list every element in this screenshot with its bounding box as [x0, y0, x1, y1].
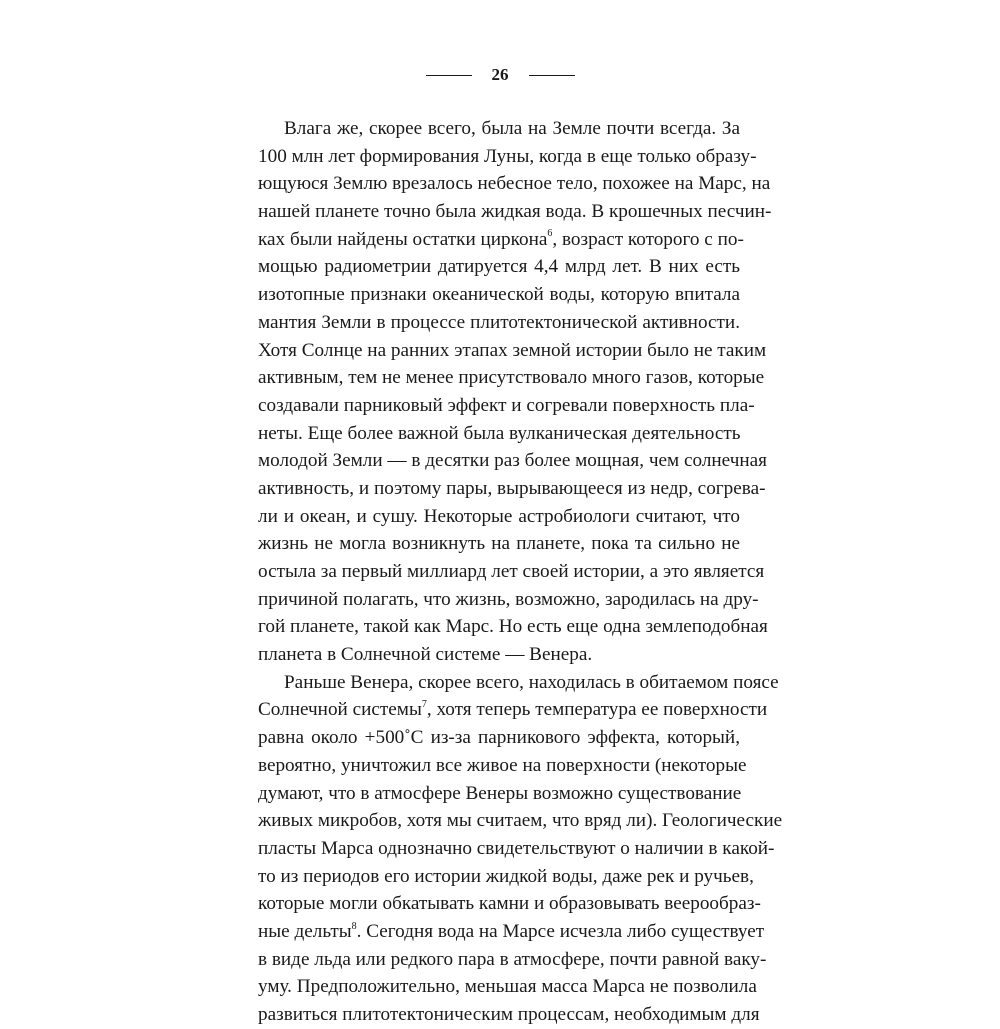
- text-line: Раньше Венера, скорее всего, находилась в обитаемом поясе: [284, 671, 779, 693]
- text-line: молодой Земли — в десятки раз более мощная, чем солнечная: [258, 450, 767, 472]
- text-line: мощью радиометрии датируется 4,4 млрд лет. В них есть: [258, 256, 740, 278]
- text-line: мантия Земли в процессе плитотектонической активности.: [258, 311, 740, 333]
- text-line: равна около +500˚С из-за парникового эффекта, который,: [258, 727, 740, 749]
- text-line: развиться плитотектоническим процессам, необходимым для: [258, 1004, 760, 1025]
- text-line: то из периодов его истории жидкой воды, даже рек и ручьев,: [258, 865, 754, 887]
- text-fragment: Солнечной системы: [258, 699, 422, 721]
- header-rule-left: [426, 75, 472, 76]
- text-line: которые могли обкатывать камни и образовывать веерообраз-: [258, 893, 761, 915]
- text-line: причиной полагать, что жизнь, возможно, зародилась на дру-: [258, 588, 759, 610]
- text-line: активным, тем не менее присутствовало много газов, которые: [258, 367, 765, 389]
- text-line: активность, и поэтому пары, вырывающееся из недр, согрева-: [258, 477, 766, 499]
- text-fragment: , хотя теперь температура ее поверхности: [426, 699, 768, 721]
- header-rule-right: [529, 75, 575, 76]
- page-header: [0, 62, 1000, 88]
- footnote-marker: 7: [421, 699, 427, 711]
- text-line: думают, что в атмосфере Венеры возможно существование: [258, 782, 742, 804]
- text-line: изотопные признаки океанической воды, которую впитала: [258, 284, 740, 306]
- footnote-marker: 6: [547, 228, 553, 240]
- text-line: [258, 226, 744, 254]
- text-fragment: . Сегодня вода на Марсе исчезла либо существует: [356, 920, 765, 942]
- text-line: создавали парниковый эффект и согревали поверхность пла-: [258, 394, 755, 416]
- text-line: живых микробов, хотя мы считаем, что вряд ли). Геологические: [258, 810, 783, 832]
- text-line: вероятно, уничтожил все живое на поверхности (некоторые: [258, 754, 747, 776]
- text-line: уму. Предположительно, меньшая масса Марса не позволила: [258, 976, 757, 998]
- text-line: остыла за первый миллиард лет своей истории, а это является: [258, 561, 765, 582]
- text-line: Влага же, скорее всего, была на Земле почти всегда. За: [284, 118, 740, 139]
- text-line: планета в Солнечной системе — Венера.: [258, 644, 593, 666]
- text-line: неты. Еще более важной была вулканическая деятельность: [258, 422, 741, 444]
- text-fragment: ные дельты: [258, 920, 352, 942]
- text-fragment: , возраст которого с по-: [552, 228, 744, 250]
- text-line: ли и океан, и сушу. Некоторые астробиологи считают, что: [258, 505, 740, 527]
- text-line: жизнь не могла возникнуть на планете, пока та сильно не: [258, 533, 740, 555]
- text-line: гой планете, такой как Марс. Но есть еще одна землеподобная: [258, 616, 768, 638]
- text-line: в виде льда или редкого пара в атмосфере, почти равной ваку-: [258, 948, 767, 970]
- text-line: Хотя Солнце на ранних этапах земной истории было не таким: [258, 339, 767, 361]
- body-text: [258, 115, 783, 1029]
- text-fragment: ках были найдены остатки циркона: [258, 228, 548, 250]
- footnote-marker: 8: [351, 920, 357, 932]
- page-number: 26: [491, 65, 509, 84]
- text-line: [258, 696, 768, 724]
- text-line: ющуюся Землю врезалось небесное тело, похожее на Марс, на: [258, 173, 771, 195]
- text-line: нашей планете точно была жидкая вода. В крошечных песчин-: [258, 201, 772, 223]
- text-line: 100 млн лет формирования Луны, когда в еще только образу-: [258, 145, 757, 167]
- text-line: пласты Марса однозначно свидетельствуют о наличии в какой-: [258, 837, 775, 859]
- text-line: [258, 918, 765, 946]
